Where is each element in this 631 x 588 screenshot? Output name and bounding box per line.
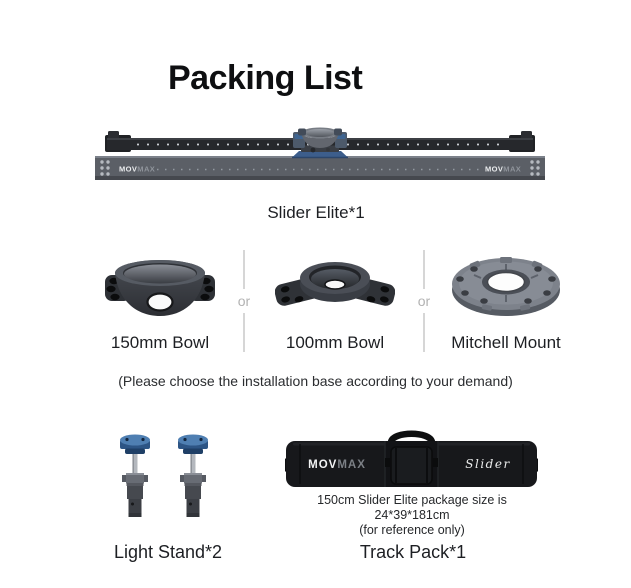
slider-carriage bbox=[292, 128, 348, 158]
movmax-logo-bag: MOVMAX bbox=[308, 459, 366, 471]
slider-elite-image bbox=[95, 126, 545, 186]
mitchell-mount-label: Mitchell Mount bbox=[451, 333, 561, 352]
track-pack-label: Track Pack*1 bbox=[359, 542, 467, 562]
divider-line bbox=[243, 250, 245, 289]
bowl-100-label: 100mm Bowl bbox=[285, 333, 385, 352]
movmax-logo-left: MOVMAX bbox=[119, 164, 156, 174]
light-stand-label: Light Stand*2 bbox=[113, 542, 223, 562]
light-stand-graphic bbox=[110, 433, 226, 519]
movmax-logo-right: MOVMAX bbox=[485, 164, 522, 174]
light-stand-image bbox=[110, 433, 226, 519]
divider-line bbox=[423, 313, 425, 352]
bowl-100-graphic bbox=[275, 258, 395, 316]
package-size-note bbox=[283, 493, 541, 538]
divider-line bbox=[243, 313, 245, 352]
option-150mm-bowl bbox=[85, 250, 235, 353]
bowl-150-label: 150mm Bowl bbox=[110, 333, 210, 352]
bowl-150-image bbox=[105, 250, 215, 324]
page-title: Packing List bbox=[168, 59, 363, 97]
bowl-150-graphic bbox=[105, 253, 215, 321]
mitchell-mount-graphic bbox=[444, 250, 568, 324]
option-100mm-bowl bbox=[260, 250, 410, 353]
package-size-line-2: (for reference only) bbox=[359, 523, 465, 537]
mitchell-mount-image bbox=[444, 250, 568, 324]
slider-script-logo: Slider bbox=[465, 457, 511, 471]
slider-elite-graphic bbox=[95, 126, 545, 186]
or-divider-1 bbox=[228, 250, 260, 352]
track-pack-image bbox=[285, 428, 538, 490]
option-mitchell-mount bbox=[431, 250, 581, 353]
package-size-line-1: 150cm Slider Elite package size is 24*39*181cm bbox=[317, 493, 507, 522]
bowl-100-image bbox=[275, 250, 395, 324]
or-label: or bbox=[237, 293, 251, 309]
installation-note: (Please choose the installation base according to your demand) bbox=[118, 373, 513, 389]
track-pack-graphic bbox=[285, 428, 538, 490]
or-label: or bbox=[417, 293, 431, 309]
divider-line bbox=[423, 250, 425, 289]
slider-elite-label: Slider Elite*1 bbox=[267, 203, 365, 222]
